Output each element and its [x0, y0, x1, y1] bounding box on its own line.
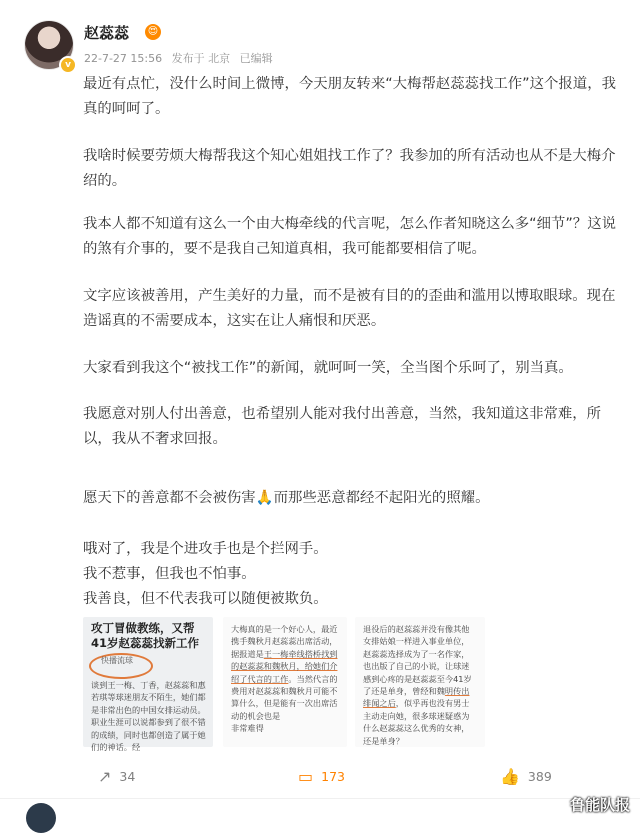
share-count: 34: [119, 768, 136, 784]
post-paragraph: [83, 486, 490, 511]
image-article-text: 谈到王一梅、丁香，赵蕊蕊和惠若琪等球迷朋友不陌生，她们都是非常出色的中国女排运动员。职业生涯可以说都参到了很不错的成绩，同时也都创造了属于她们的神话。经: [91, 680, 206, 753]
text-fragment: 。当然代言的费用对赵蕊蕊和魏秋月可能不算什么，但是能有一次出席活动的机会也是: [231, 673, 338, 721]
post-location: 发布于 北京: [171, 52, 231, 65]
post-date[interactable]: 22-7-27 15:56: [84, 52, 163, 65]
level-icon: 😍: [145, 24, 161, 40]
post-paragraph: 文字应该被善用，产生美好的力量，而不是被有目的的歪曲和滥用以博取眼球。现在造谣真的不需要成本，这实在让人痛恨和厌恶。: [83, 288, 616, 329]
post-edited[interactable]: 已编辑: [239, 52, 273, 65]
image-headline: 攻丁冒做教练，又帮41岁赵蕊蕊找新工作: [91, 621, 200, 650]
post-paragraph: 我本人都不知道有这么一个由大梅牵线的代言呢，怎么作者知晓这么多“细节”？这说的煞有介事的，要不是我自己知道真相，我可能都要相信了呢。: [83, 216, 616, 257]
post-image-3[interactable]: [355, 617, 485, 747]
post-paragraph: 我善良，但不代表我可以随便被欺负。: [83, 591, 328, 607]
username[interactable]: 赵蕊蕊: [84, 24, 130, 42]
post-image-1[interactable]: [83, 617, 213, 753]
text-fragment: 愿天下的善意都不会被伤害: [83, 490, 256, 506]
image-article-text: [363, 623, 477, 747]
comment-button[interactable]: [298, 764, 345, 788]
divider: [0, 798, 640, 799]
image-article-text: [231, 623, 345, 735]
underlined-text: 王一梅牵线搭桥找到的赵蕊蕊和魏秋月，给她们介绍了代言的工作: [231, 648, 338, 684]
post-paragraph: 最近有点忙，没什么时间上微博，今天朋友转来“大梅帮赵蕊蕊找工作”这个报道，我真的呵呵了。: [83, 76, 616, 117]
underlined-text: 明传出绯闻之后: [363, 686, 470, 709]
share-icon: ↗: [98, 766, 112, 786]
image-source-label: 快播流球: [101, 656, 133, 665]
text-fragment: 非常难得: [231, 723, 264, 734]
post-meta: [84, 50, 279, 66]
next-post-avatar[interactable]: [26, 803, 56, 833]
like-count: 389: [527, 768, 552, 784]
post-header: [24, 16, 624, 72]
share-button[interactable]: [98, 764, 135, 788]
watermark: 鲁能队报: [569, 796, 630, 814]
comment-count: 173: [321, 768, 345, 784]
text-fragment: 退役后的赵蕊蕊并没有像其他女排姑娘一样进入事业单位，赵蕊蕊选择成为了一名作家，也出版了自己的小说，让球迷感到心疼的是赵蕊蕊至今41岁了还是单身，曾经和魏: [363, 624, 472, 697]
like-button[interactable]: [500, 764, 552, 788]
comment-icon: ▭: [298, 766, 314, 786]
post-paragraph: 大家看到我这个“被找工作”的新闻，就呵呵一笑，全当图个乐呵了，别当真。: [83, 360, 573, 376]
image-gallery: [83, 617, 615, 753]
post-image-2[interactable]: [223, 617, 347, 747]
text-fragment: 而那些恶意都经不起阳光的照耀。: [273, 490, 490, 506]
verified-badge-icon: v: [59, 56, 77, 74]
thumbs-up-icon: 👍: [500, 766, 520, 786]
text-fragment: 大梅真的是一个好心人，最近携手魏秋月赵蕊蕊出席活动，据报道是: [231, 624, 338, 659]
post-paragraph: 我不惹事，但我也不怕事。: [83, 566, 256, 582]
text-fragment: ，似乎再也没有男士主动走向她，很多球迷疑惑为什么赵蕊蕊这么优秀的女神，还是单身？: [363, 698, 470, 746]
post-paragraph: 我愿意对别人付出善意，也希望别人能对我付出善意，当然，我知道这非常难，所以，我从不奢求回报。: [83, 406, 602, 447]
post-paragraph: 我啥时候要劳烦大梅帮我这个知心姐姐找工作了？我参加的所有活动也从不是大梅介绍的。: [83, 148, 616, 189]
action-bar: [0, 764, 640, 788]
post-paragraph: 哦对了，我是个进攻手也是个拦网手。: [83, 541, 328, 557]
pray-emoji-icon: 🙏: [255, 490, 274, 506]
